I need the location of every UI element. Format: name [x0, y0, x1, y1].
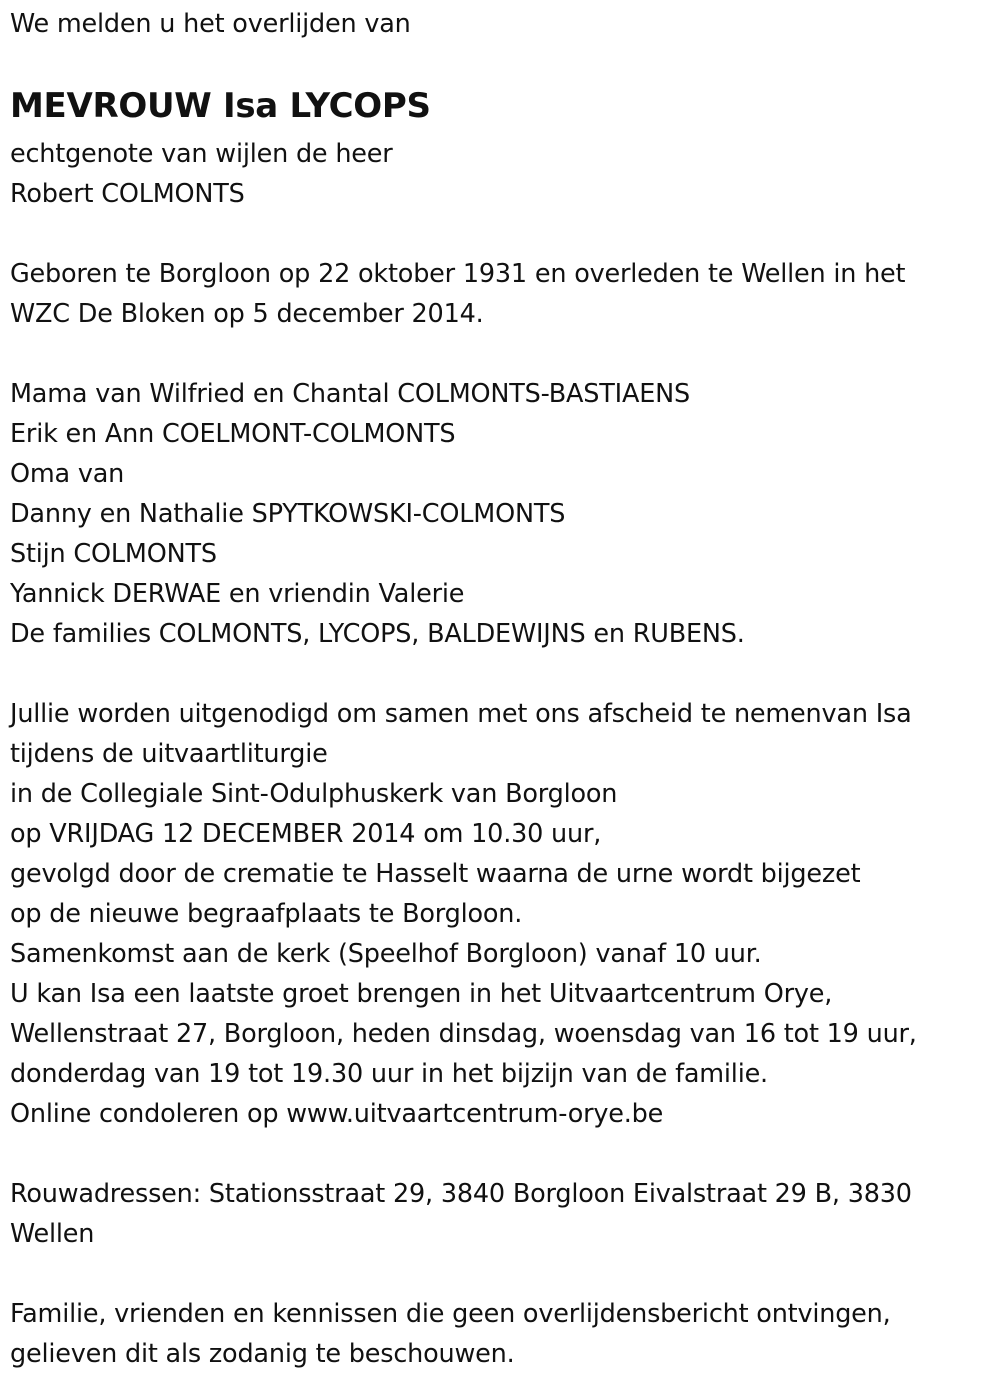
intro-text: We melden u het overlijden van — [10, 9, 411, 39]
family-line: Erik en Ann COELMONT-COLMONTS — [10, 419, 456, 449]
ceremony-section — [10, 694, 917, 1134]
ceremony-line: gevolgd door de crematie te Hasselt waarna de urne wordt bijgezet — [10, 859, 861, 889]
closing-line: Familie, vrienden en kennissen die geen overlijdensbericht ontvingen, — [10, 1299, 891, 1329]
family-line: Danny en Nathalie SPYTKOWSKI-COLMONTS — [10, 499, 566, 529]
address-line: Wellen — [10, 1219, 95, 1249]
ceremony-line: op VRIJDAG 12 DECEMBER 2014 om 10.30 uur, — [10, 819, 602, 849]
birth-death-section — [10, 254, 905, 334]
spouse-section — [10, 134, 393, 214]
birth-death-line: Geboren te Borgloon op 22 oktober 1931 en overleden te Wellen in het — [10, 259, 906, 289]
ceremony-line: tijdens de uitvaartliturgie — [10, 739, 328, 769]
ceremony-line: in de Collegiale Sint-Odulphuskerk van Borgloon — [10, 779, 618, 809]
closing-line: gelieven dit als zodanig te beschouwen. — [10, 1339, 515, 1369]
addresses-section — [10, 1174, 912, 1254]
family-line: Oma van — [10, 459, 125, 489]
closing-section — [10, 1294, 891, 1374]
family-line: Mama van Wilfried en Chantal COLMONTS-BASTIAENS — [10, 379, 690, 409]
ceremony-line: Samenkomst aan de kerk (Speelhof Borgloon) vanaf 10 uur. — [10, 939, 762, 969]
family-section — [10, 374, 745, 654]
ceremony-line: Wellenstraat 27, Borgloon, heden dinsdag, woensdag van 16 tot 19 uur, — [10, 1019, 917, 1049]
ceremony-line: donderdag van 19 tot 19.30 uur in het bijzijn van de familie. — [10, 1059, 768, 1089]
family-line: Yannick DERWAE en vriendin Valerie — [10, 579, 465, 609]
address-line: Rouwadressen: Stationsstraat 29, 3840 Borgloon Eivalstraat 29 B, 3830 — [10, 1179, 912, 1209]
family-line: De families COLMONTS, LYCOPS, BALDEWIJNS en RUBENS. — [10, 619, 745, 649]
ceremony-line: U kan Isa een laatste groet brengen in het Uitvaartcentrum Orye, — [10, 979, 833, 1009]
online-condolence-line: Online condoleren op www.uitvaartcentrum-orye.be — [10, 1099, 664, 1129]
family-line: Stijn COLMONTS — [10, 539, 217, 569]
birth-death-line: WZC De Bloken op 5 december 2014. — [10, 299, 484, 329]
ceremony-line: op de nieuwe begraafplaats te Borgloon. — [10, 899, 523, 929]
ceremony-line: Jullie worden uitgenodigd om samen met ons afscheid te nemenvan Isa — [10, 699, 912, 729]
deceased-name: MEVROUW Isa LYCOPS — [10, 86, 431, 126]
spouse-line: echtgenote van wijlen de heer — [10, 139, 393, 169]
spouse-line: Robert COLMONTS — [10, 179, 245, 209]
